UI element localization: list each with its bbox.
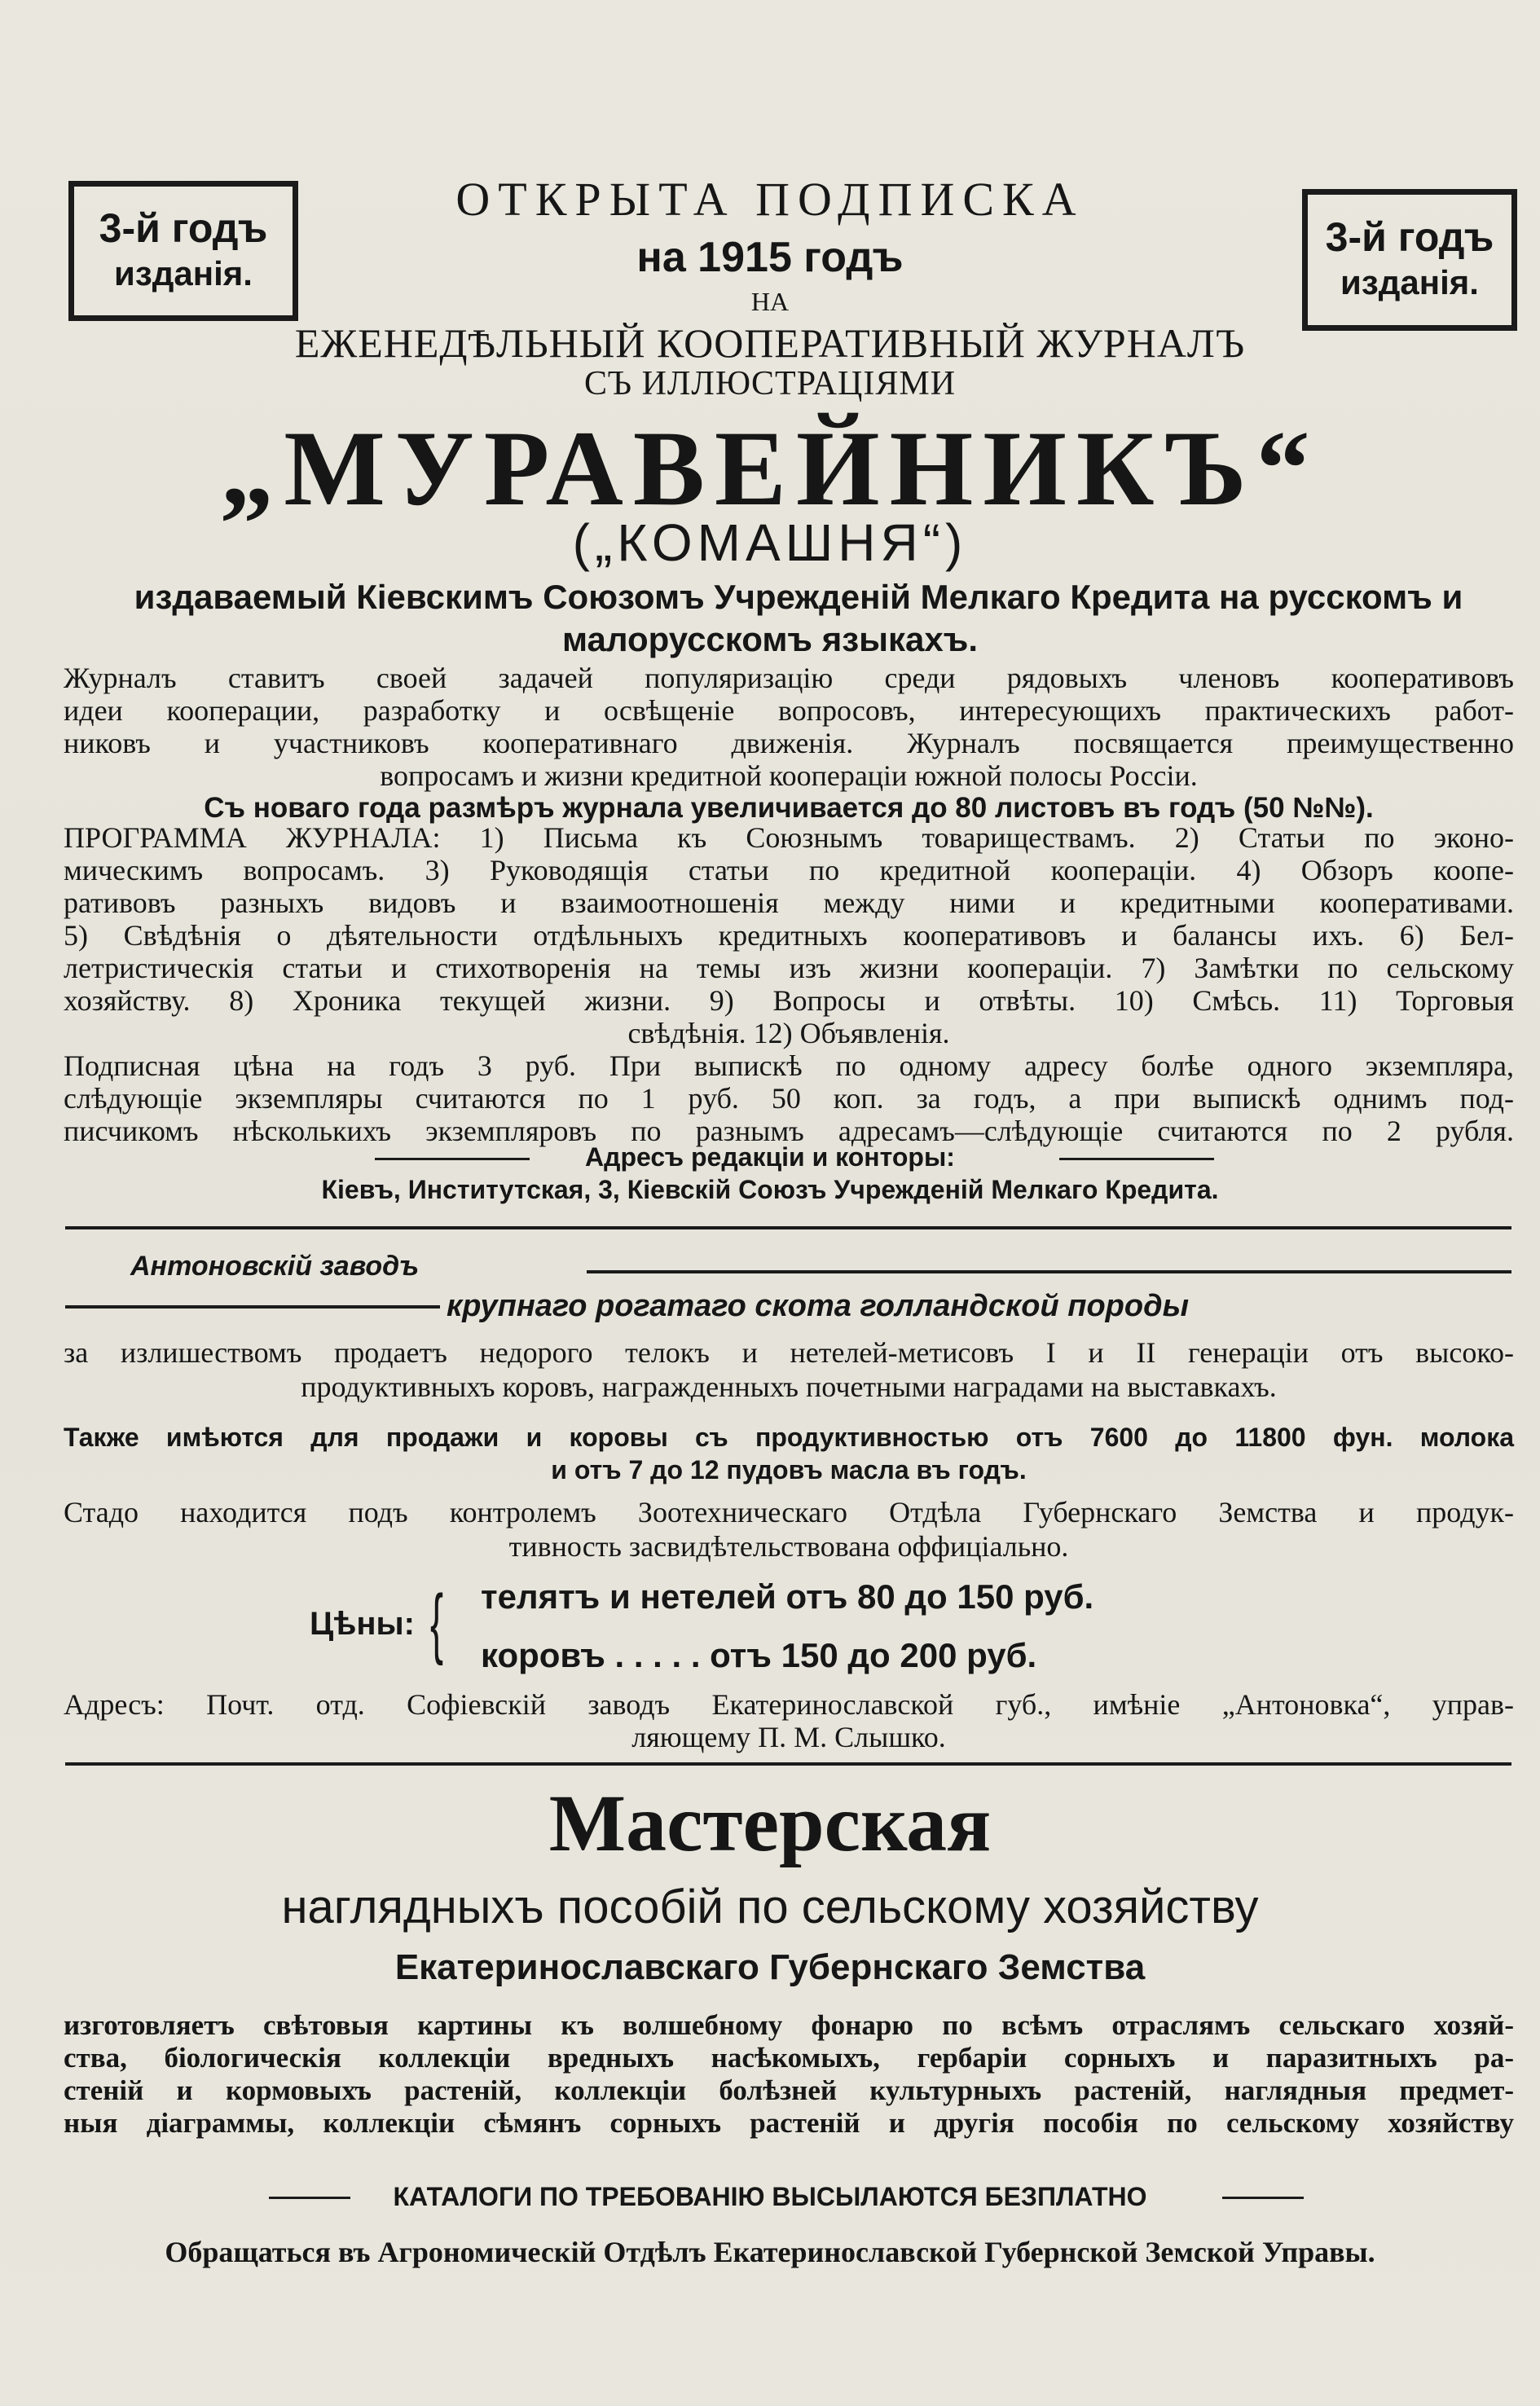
section-divider [65, 1226, 1511, 1229]
program-line: летристическія статьи и стихотворенія на темы изъ жизни коопераціи. 7) Замѣтки по сельскому [64, 952, 1514, 984]
price-calves: телятъ и нетелей отъ 80 до 150 руб. [481, 1577, 1094, 1616]
prices-brace: { [430, 1579, 444, 1666]
price-cows: коровъ . . . . . отъ 150 до 200 руб. [481, 1636, 1037, 1674]
catalog-note: КАТАЛОГИ ПО ТРЕБОВАНІЮ ВЫСЫЛАЮТСЯ БЕЗПЛАТНО [393, 2182, 1147, 2211]
workshop-title: Мастерская [548, 1778, 992, 1868]
badge-right-edition: изданія. [1340, 263, 1479, 301]
journal-desc-line: Журналъ ставитъ своей задачей популяризацію среди рядовыхъ членовъ кооперативовъ [64, 662, 1514, 694]
publisher-line2: малорусскомъ языкахъ. [562, 620, 978, 658]
workshop-subtitle: наглядныхъ пособій по сельскому хозяйству [281, 1880, 1259, 1933]
program-line: 5) Свѣдѣнія о дѣятельности отдѣльныхъ кредитныхъ кооперативовъ и балансы ихъ. 6) Бел- [64, 919, 1514, 952]
also-line2: и отъ 7 до 12 пудовъ масла въ годъ. [551, 1455, 1027, 1485]
badge-left-edition: изданія. [114, 254, 253, 293]
price-line: писчикомъ нѣсколькихъ экземпляровъ по разнымъ адресамъ—слѣдующіе считаются по 2 рубля. [64, 1115, 1514, 1147]
also-line1: Также имѣются для продажи и коровы съ продуктивностью отъ 7600 до 11800 фун. молока [64, 1423, 1514, 1452]
program-line: ПРОГРАММА ЖУРНАЛА: 1) Письма къ Союзнымъ товариществамъ. 2) Статьи по эконо- [64, 821, 1514, 854]
program-last: свѣдѣнія. 12) Объявленія. [627, 1017, 950, 1049]
workshop-desc-line: стеній и кормовыхъ растеній, коллекціи болѣзней культурныхъ растеній, наглядныя предмет- [64, 2074, 1514, 2106]
journal-type: ЕЖЕНЕДѢЛЬНЫЙ КООПЕРАТИВНЫЙ ЖУРНАЛЪ [294, 320, 1246, 366]
sale-line1: за излишествомъ продаетъ недорого телокъ и нетелей-метисовъ I и II генераціи отъ высоко- [64, 1336, 1514, 1369]
journal-desc-line: идеи кооперации, разработку и освѣщеніе вопросовъ, интересующихъ практическихъ работ- [64, 694, 1514, 727]
antonovsky-rule [587, 1270, 1511, 1273]
journal-illustrations: СЪ ИЛЛЮСТРАЦІЯМИ [583, 365, 957, 402]
workshop-desc-line: изготовляетъ свѣтовыя картины къ волшебному фонарю по всѣмъ отраслямъ сельскаго хозяй- [64, 2009, 1514, 2041]
workshop-contact: Обращаться въ Агрономическій Отдѣлъ Екатеринославской Губернской Земской Управы. [165, 2236, 1375, 2268]
antonovsky-address-line2: ляющему П. М. Слышко. [631, 1721, 946, 1753]
prices-label: Цѣны: [310, 1606, 415, 1642]
subscription-heading: ОТКРЫТА ПОДПИСКА [455, 173, 1085, 226]
workshop-desc-line: ныя діаграммы, коллекціи сѣмянъ сорныхъ растеній и другія пособія по сельскому хозяйству [64, 2107, 1514, 2139]
publisher-line1: издаваемый Кіевскимъ Союзомъ Учрежденій Мелкаго Кредита на русскомъ и [134, 578, 1463, 616]
herd-line2: тивность засвидѣтельствована оффиціально. [508, 1530, 1069, 1563]
antonovsky-address-line1: Адресъ: Почт. отд. Софіевскій заводъ Екатеринославской губ., имѣніе „Антоновка“, управ- [64, 1688, 1514, 1721]
herd-line1: Стадо находится подъ контролемъ Зоотехническаго Отдѣла Губернскаго Земства и продук- [64, 1496, 1514, 1528]
journal-desc-last: вопросамъ и жизни кредитной коопераціи южной полосы Россіи. [380, 759, 1198, 792]
journal-size-note: Съ новаго года размѣръ журнала увеличивается до 80 листовъ въ годъ (50 №№). [204, 792, 1374, 824]
price-line: слѣдующіе экземпляры считаются по 1 руб. 50 коп. за годъ, а при выпискѣ однимъ под- [64, 1082, 1514, 1115]
journal-desc-line: никовъ и участниковъ кооперативнаго движенія. Журналъ посвящается преимущественно [64, 727, 1514, 759]
badge-right-year: 3-й годъ [1325, 214, 1494, 260]
address-title: Адресъ редакціи и конторы: [585, 1142, 955, 1172]
section-divider [65, 1762, 1511, 1766]
workshop-desc-line: ства, біологическія коллекціи вредныхъ насѣкомыхъ, гербаріи сорныхъ и паразитныхъ ра- [64, 2042, 1514, 2074]
badge-left-year: 3-й годъ [99, 205, 268, 251]
sale-line2: продуктивныхъ коровъ, награжденныхъ почетными наградами на выставкахъ. [301, 1370, 1277, 1403]
workshop-org: Екатеринославскаго Губернскаго Земства [394, 1947, 1146, 1987]
journal-title: „МУРАВЕЙНИКЪ“ [220, 408, 1320, 528]
address-text: Кіевъ, Институтская, 3, Кіевскій Союзъ Учрежденій Мелкаго Кредита. [321, 1175, 1219, 1204]
program-line: хозяйству. 8) Хроника текущей жизни. 9) Вопросы и отвѣты. 10) Смѣсь. 11) Торговыя [64, 984, 1514, 1017]
program-line: мическимъ вопросамъ. 3) Руководящія статьи по кредитной коопераціи. 4) Обзоръ коопе- [64, 854, 1514, 886]
antonovsky-breed: крупнаго рогатаго скота голландской породы [447, 1289, 1190, 1323]
heading-na: НА [750, 287, 790, 316]
breed-rule [65, 1305, 440, 1309]
antonovsky-name: Антоновскій заводъ [130, 1251, 420, 1282]
program-line: ративовъ разныхъ видовъ и взаимоотношенія между ними и кредитными кооперативами. [64, 886, 1514, 919]
price-line: Подписная цѣна на годъ 3 руб. При выпискѣ по одному адресу болѣе одного экземпляра, [64, 1049, 1514, 1082]
subscription-year: на 1915 годъ [636, 234, 904, 281]
journal-subtitle: („КОМАШНЯ“) [572, 513, 968, 572]
